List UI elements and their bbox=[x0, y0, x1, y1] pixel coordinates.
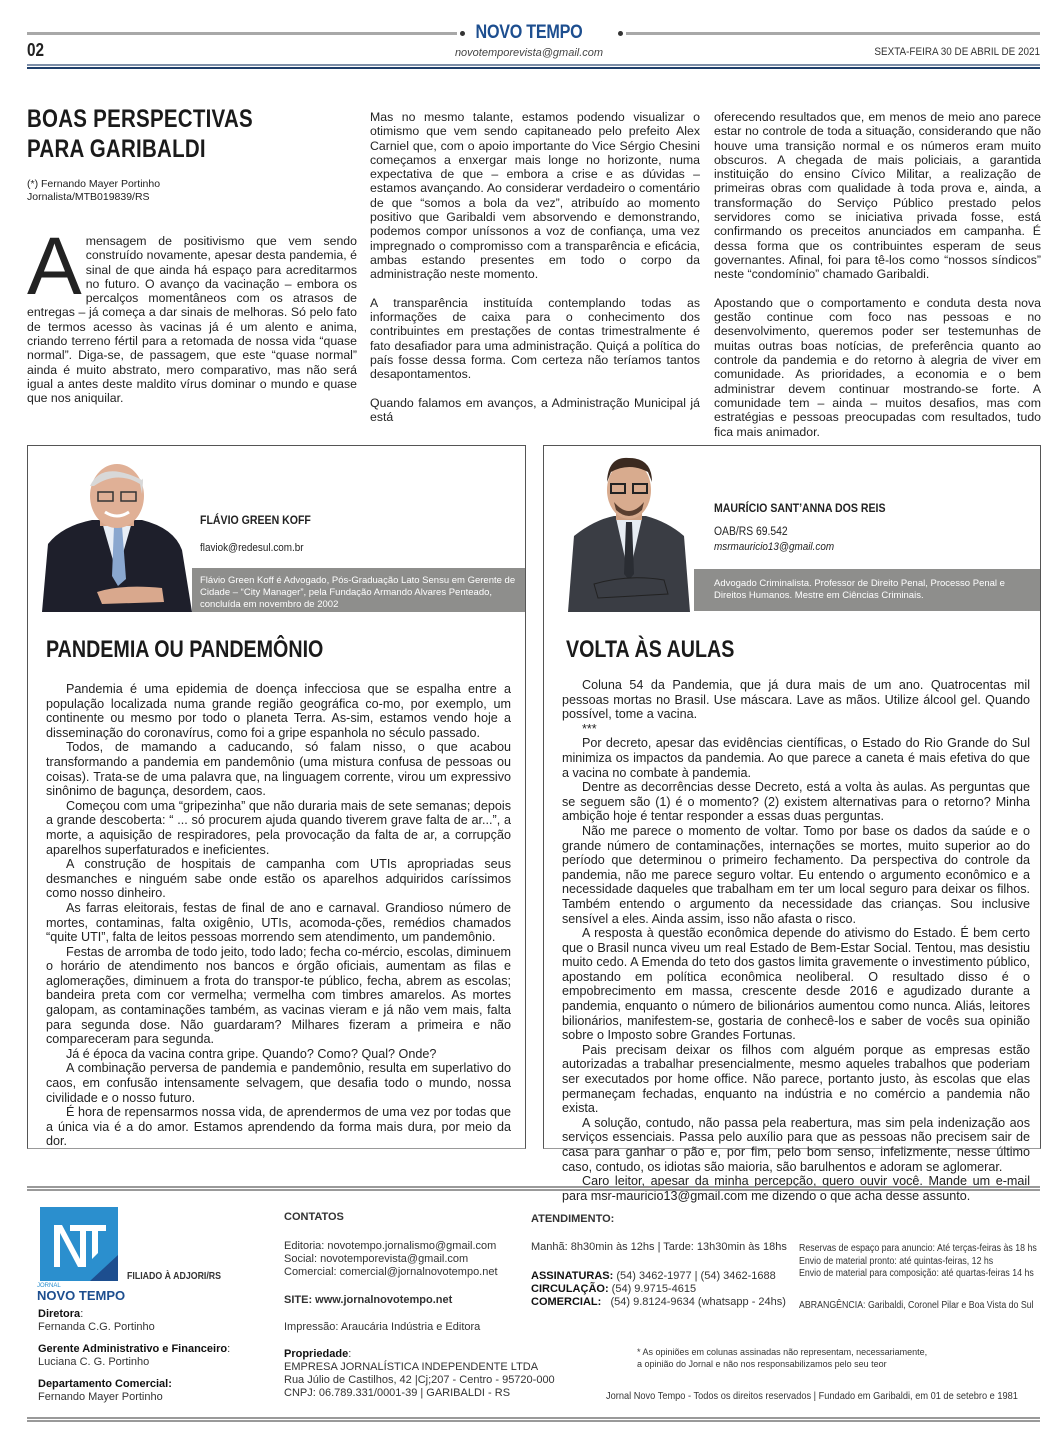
paragraph: oferecendo resultados que, em menos de meio ano parece estar no controle de toda a situação, considerando que não houve uma transição normal e os números eram muito obscuros. A chegada de mais policiais, a garantida instituição do ensino Cívico Militar, a realização de primeiras obras com qualidade à toda prova e, ainda, a transformação do Serviço Público prestado pelos servidores como se iniciativa privada fosse, está confirmando os preceitos anunciados em campanha. É dessa forma que os contribuintes esperam de seus governantes. Afinal, foi para tê-los como “nossos síndicos” neste “condomínio” chamado Garibaldi. bbox=[714, 110, 1041, 282]
masthead: NOVO TEMPO bbox=[475, 22, 583, 43]
author-name: FLÁVIO GREEN KOFF bbox=[200, 513, 311, 527]
article-title: BOAS PERSPECTIVAS PARA GARIBALDI bbox=[27, 105, 253, 163]
column-box-reis bbox=[543, 445, 1041, 1203]
nt-logo-icon bbox=[40, 1207, 118, 1281]
paragraph: Festas de arromba de todo jeito, todo lado; fecha co-mércio, escolas, diminuem o horário de atendimento nos bancos e órgão oficiais, aumentam as filas e aglomerações, diminuem a frota do transpor-te público, fecha, abrem as escolas; bandeira preta com cor vermelha; vermelha com timbres amarelos. As mortes galopam, as contaminações também, as vacinas vieram e já não vem mais, falta para segunda dose. Não guardaram? Milhares fizeram a primeira e não compareceram para segunda. bbox=[46, 944, 511, 1047]
header-rule-right bbox=[626, 32, 1040, 35]
logo bbox=[40, 1207, 118, 1281]
prazos: Reservas de espaço para anuncio: Até terças-feiras às 18 hs Envio de material pronto: até quintas-feiras, 12 hs Envio de material para composição: até quartas-feiras 14 hs bbox=[799, 1243, 1037, 1279]
paragraph: É hora de repensarmos nossa vida, de aprendermos de uma vez por todas que a única via é a do amor. Estamos aprendendo da forma mais dura, por meio da dor. bbox=[46, 1105, 511, 1149]
column-body bbox=[46, 682, 511, 1149]
paragraph: Pandemia é uma epidemia de doença infecciosa que se espalha entre a população localizada numa grande região geográfica co-mo, por exemplo, um continente ou mesmo por todo o planeta Terra. As-sim, estamos vendo hoje a disseminação do coronavírus, como foi a gripe espanhola no século passado. bbox=[46, 682, 511, 740]
paragraph: Começou com uma “gripezinha” que não duraria mais de sete semanas; depois a grande descoberta: “ ... só procurem ajuda quando tiverem grave falta de ar...”, a morte, a aquisição de respiradores, pela provocação da falta de ar, a corrupção aparelhos superfaturados e ineficientes. bbox=[46, 798, 511, 857]
byline: (*) Fernando Mayer Portinho Jornalista/MTB019839/RS bbox=[27, 178, 161, 203]
paragraph: Caro leitor, apesar da minha percepção, quero ouvir você. Mande um e-mail para msr-mauricio13@gmail.com me dizendo o que acha desse assunto. bbox=[562, 1174, 1030, 1203]
paragraph: Coluna 54 da Pandemia, que já dura mais de um ano. Quatrocentas mil pessoas mortas no Brasil. Use máscara. Lave as mãos. Utilize álcool gel. Quando possível, tome a vacina. bbox=[562, 678, 1030, 722]
top-article-col1 bbox=[27, 104, 357, 406]
header-double-rule bbox=[27, 64, 1040, 69]
column-body bbox=[562, 678, 1030, 1203]
affiliation: FILIADO À ADJORI/RS bbox=[127, 1271, 222, 1282]
paragraph: mensagem de positivismo que vem sendo construído novamente, apesar desta pandemia, é sinal de que ainda há espaço para acreditarmos no futuro. O avanço da vacinação – embora os percalços momentâneos com os atrasos de entregas – já começa a dar sinais de melhoras. Só pelo fato de termos acesso às vacinas já é um alento e anima, criando terreno fértil para a retomada de nossa vida “quase normal”. Diga-se, de passagem, que este “quase normal” ainda é muito abstrato, mero comparativo, mas não será igual a antes deste maldito vírus dominar o mundo e quase que nos aniquilar. bbox=[27, 234, 357, 406]
paragraph: A resposta à questão econômica depende do ativismo do Estado. É bem certo que o Brasil nunca viveu um real Estado de Bem-Estar Social. Tentou, mas desistiu muito cedo. A Emenda do teto dos gastos limita gravemente o investimento público, apostando em política econômica neoliberal. O resultado disso é o empobrecimento em massa, crescente desde 2016 e agudizado durante a pandemia, enquanto o número de bilionários aumentou como nunca. Aliás, leitores bilionários, manifestem-se, gostaria de conhecê-los e saber de vocês sua opinião sobre o Imposto sobre Grandes Fortunas. bbox=[562, 926, 1030, 1043]
propriedade: Propriedade: EMPRESA JORNALÍSTICA INDEPENDENTE LTDA Rua Júlio de Castilhos, 42 |Cj;207 - Centro - 95720-000 CNPJ: 06.789.331/0001-39 | GARIBALDI - RS bbox=[284, 1348, 555, 1399]
atendimento-title: ATENDIMENTO: bbox=[531, 1213, 615, 1225]
paragraph: A combinação perversa de pandemia e pandemônio, resulta em superlativo do caos, em confusão intensamente selvagem, que desafia todo o mundo, nossa civilidade e o nosso futuro. bbox=[46, 1061, 511, 1105]
disclaimer: * As opiniões em colunas assinadas não representam, necessariamente, a opinião do Jornal e não nos responsabilizamos pelo seu teor bbox=[637, 1347, 928, 1369]
top-article-col3 bbox=[714, 110, 1041, 453]
author-photo bbox=[42, 464, 192, 612]
column-box-koff bbox=[27, 445, 526, 1149]
paragraph: Apostando que o comportamento e conduta desta nova gestão continue com foco nas pessoas e no desenvolvimento, queremos poder ser testemunhas de muitas outras boas notícias, de preferência quanto ao controle da pandemia e do retorno à alegria de viver em comunidade. As prioridades, a economia e o bem administrar devem continuar mostrando-se forte. A comunidade tem – ainda – muitos desafios, mas com estratégias e pessoas preocupadas com resultados, tudo fica mais animador. bbox=[714, 295, 1041, 439]
logo-small-text: JORNAL bbox=[37, 1283, 61, 1289]
top-article-col2 bbox=[370, 110, 700, 439]
abrangencia: ABRANGÊNCIA: Garibaldi, Coronel Pilar e Boa Vista do Sul bbox=[799, 1300, 1034, 1311]
paragraph: Todos, de mamando a caducando, só falam nisso, o que acabou transformando a pandemia em pandemônio (uma mistura confusa de pessoas ou coisas). Trata-se de uma palavra que, na linguagem corrente, virou um expressivo sinônimo de bagunça, desordem, caos. bbox=[46, 740, 511, 799]
logo-name: NOVO TEMPO bbox=[37, 1288, 126, 1303]
paragraph: A transparência instituída contemplando todas as informações de caixa para o conhecimento dos contribuintes em prestações de contas trimestralmente é fato desafiador para uma administração. Quiçá a política do país fosse dessa forma. Com certeza não teríamos tantos desapontamentos. bbox=[370, 295, 700, 382]
author-bio: Advogado Criminalista. Professor de Direito Penal, Processo Penal e Direitos Humanos. Mestre em Ciências Criminais. bbox=[694, 569, 1040, 611]
contatos-title: CONTATOS bbox=[284, 1211, 344, 1223]
paragraph: *** bbox=[582, 721, 597, 736]
paragraph: Já é época da vacina contra gripe. Quando? Como? Qual? Onde? bbox=[66, 1046, 437, 1061]
footer-rule-bottom bbox=[27, 1417, 1040, 1422]
staff-list: Diretora: Fernanda C.G. Portinho Gerente Administrativo e Financeiro: Luciana C. G. Portinho Departamento Comercial: Fernando Mayer Portinho bbox=[38, 1308, 231, 1403]
header-email: novotemporevista@gmail.com bbox=[454, 47, 604, 59]
paragraph: Mas no mesmo talante, estamos podendo visualizar o otimismo que vem sendo capitaneado pelo prefeito Alex Carniel que, com o apoio importante do Vice Sérgio Chesini começamos a enxergar mais longe no horizonte, numa expectativa de que – embora a crise e as dúvidas – estamos avançando. Ao considerar verdadeiro o comentário de que “somos a bola da vez”, atribuído ao momento positivo que Garibaldi vem absorvendo e demonstrando, podemos compor uníssonos a voz de confiança, uma vez impregnado o compromisso com a transparência e eficácia, ambas estando presentes em todo o corpo da administração neste momento. bbox=[370, 110, 700, 282]
page-number: 02 bbox=[27, 40, 45, 60]
drop-cap: A bbox=[27, 221, 82, 312]
column-title: VOLTA ÀS AULAS bbox=[566, 636, 735, 663]
author-credential: OAB/RS 69.542 bbox=[714, 526, 788, 538]
footer-rule-top bbox=[27, 1186, 1040, 1191]
paragraph: As farras eleitorais, festas de final de ano e carnaval. Grandioso número de mortes, contaminas, falta oxigênio, UTIs, acomoda-ções, remédios chamados “quite UTI”, falta de leitos pessoas morrendo sem atendimento, um pandemônio. bbox=[46, 900, 511, 945]
paragraph: A construção de hospitais de campanha com UTIs apropriadas seus desmanches e ninguém sabe onde estão os aparelhos adquiridos caríssimos como nosso dinheiro. bbox=[46, 857, 511, 901]
paragraph: Não me parece o momento de voltar. Tomo por base os dados da saúde e o grande número de contaminações, internações se mortes, muito superior ao do período que determinou o primeiro fechamento. Da perspectiva do controle da pandemia, não me parece seguro voltar. Eu entendo o argumento econômico e a necessidade daqueles que trabalham em ter um local seguro para deixar os filhos. Também entendo o argumento da necessidade das crianças. Sou inclusive sensível a eles. Ainda assim, isso não afasta o risco. bbox=[562, 823, 1030, 926]
author-photo bbox=[564, 456, 694, 612]
paragraph: Pais precisam deixar os filhos com alguém porque as empresas estão autorizadas a trabalhar presencialmente, mesmo aqueles trabalhos que poderiam ser executados por home office. Não parece, portanto justo, às escolas que elas permaneçam fechadas, enquanto na indústria e no comércio a pandemia não exista. bbox=[562, 1042, 1030, 1116]
paragraph: Quando falamos em avanços, a Administração Municipal já está bbox=[370, 395, 700, 425]
author-email[interactable]: flaviok@redesul.com.br bbox=[200, 542, 304, 554]
contatos-list: Editoria: novotempo.jornalismo@gmail.com Social: novotemporevista@gmail.com Comercial: comercial@jornalnovotempo.net bbox=[284, 1240, 498, 1278]
author-bio: Flávio Green Koff é Advogado, Pós-Graduação Lato Sensu em Gerente de Cidade – “City Manager”, pela Fundação Armando Alvares Penteado, concluída em novembro de 2002 bbox=[192, 568, 525, 612]
paragraph: Dentre as decorrências desse Decreto, está a volta às aulas. As perguntas que se seguem são (1) é o momento? (2) existem alternativas para o retorno? Minha ambição hoje é tentar responder a essas duas perguntas. bbox=[562, 780, 1030, 824]
paragraph: A solução, contudo, não passa pela reabertura, mas sim pela indenização aos serviços essenciais. Passa pelo auxílio para que as pessoas não precisem sair de casa para ganhar o pão e, por fim, pelo bom senso, infelizmente, nesse último caso, contudo, os idiotas são maioria, são barulhentos e adoram se aglomerar. bbox=[562, 1115, 1030, 1174]
site-link[interactable]: SITE: www.jornalnovotempo.net bbox=[284, 1294, 453, 1306]
author-name: MAURÍCIO SANT’ANNA DOS REIS bbox=[714, 501, 886, 515]
impressao: Impressão: Araucária Indústria e Editora bbox=[284, 1321, 481, 1333]
column-title: PANDEMIA OU PANDEMÔNIO bbox=[46, 636, 324, 663]
header-dot bbox=[618, 31, 623, 36]
paragraph: Por decreto, apesar das evidências científicas, o Estado do Rio Grande do Sul minimiza os impactos da pandemia. Ao que parece a caneta é mais efetiva do que a vacina no combate à pandemia. bbox=[562, 736, 1030, 780]
header-date: SEXTA-FEIRA 30 DE ABRIL DE 2021 bbox=[874, 46, 1040, 58]
phone-list: ASSINATURAS: (54) 3462-1977 | (54) 3462-1688 CIRCULAÇÃO: (54) 9.9715-4615 COMERCIAL: (54) 9.8124-9634 (whatsapp - 24hs) bbox=[531, 1270, 786, 1308]
horario: Manhã: 8h30min às 12hs | Tarde: 13h30min às 18hs bbox=[531, 1241, 787, 1253]
copyright: Jornal Novo Tempo - Todos os direitos reservados | Fundado em Garibaldi, em 01 de setebro e 1981 bbox=[606, 1390, 1018, 1402]
author-email[interactable]: msrmauricio13@gmail.com bbox=[714, 541, 835, 553]
